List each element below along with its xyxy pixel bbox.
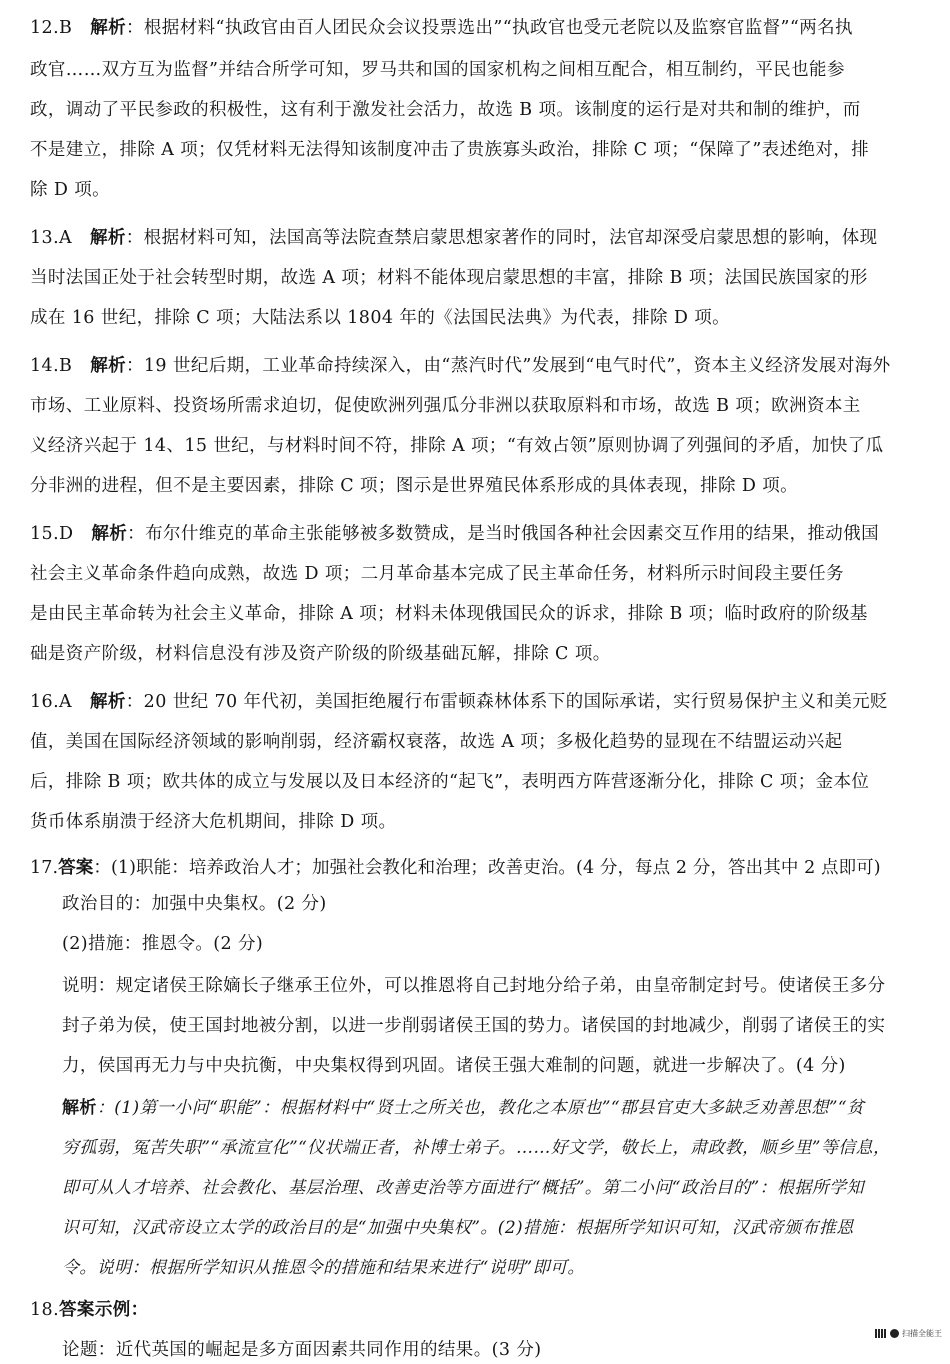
q15-number: 15.D — [30, 524, 74, 544]
q17-analysis-line-1 — [62, 1094, 930, 1122]
q14-analysis-label: 解析 — [90, 356, 126, 376]
q17-answer-line-5: 封子弟为侯，使王国封地被分割，以进一步削弱诸侯王国的势力。诸侯国的封地减少，削弱了诸侯王的实 — [62, 1016, 886, 1036]
q12-line-2: 政官……双方互为监督”并结合所学可知，罗马共和国的国家机构之间相互配合，相互制约，平民也能参 — [30, 60, 845, 80]
q12-line-1 — [30, 14, 930, 42]
q18-line-1 — [30, 1296, 930, 1324]
q13-line-3: 成在 16 世纪，排除 C 项；大陆法系以 1804 年的《法国民法典》为代表，排除 D 项。 — [30, 308, 731, 328]
q13-analysis-label: 解析 — [89, 228, 126, 248]
q12-line-3: 政，调动了平民参政的积极性，这有利于激发社会活力，故选 B 项。该制度的运行是对共和制的维护，而 — [30, 100, 861, 120]
q16-line-2: 值，美国在国际经济领域的影响削弱，经济霸权衰落，故选 A 项；多极化趋势的显现在不结盟运动兴起 — [30, 732, 843, 752]
q16-text-1: ：20 世纪 70 年代初，美国拒绝履行布雷顿森林体系下的国际承诺，实行贸易保护主义和美元贬 — [125, 692, 888, 712]
q14-line-2: 市场、工业原料、投资场所需求迫切，促使欧洲列强瓜分非洲以获取原料和市场，故选 B 项；欧洲资本主 — [30, 396, 861, 416]
q17-answer-line-6: 力，侯国再无力与中央抗衡，中央集权得到巩固。诸侯王强大难制的问题，就进一步解决了。(4 分) — [62, 1056, 846, 1076]
q13-number: 13.A — [30, 228, 73, 248]
scanner-brand: 扫描全能王 — [902, 1329, 942, 1338]
q15-text-1: ：布尔什维克的革命主张能够被多数赞成，是当时俄国各种社会因素交互作用的结果，推动俄国 — [127, 524, 879, 544]
q15-line-2: 社会主义革命条件趋向成熟，故选 D 项；二月革命基本完成了民主革命任务，材料所示时间段主要任务 — [30, 564, 844, 584]
scanner-logo-icon — [890, 1329, 899, 1338]
q16-analysis-label: 解析 — [89, 692, 126, 712]
q12-analysis-label: 解析 — [90, 18, 126, 38]
q17-analysis-line-2: 穷孤弱，冤苦失职”“承流宣化”“仪状端正者，补博士弟子。……好文学，敬长上，肃政教，顺乡里”等信息， — [62, 1138, 891, 1158]
q17-number: 17. — [30, 858, 59, 878]
q13-line-2: 当时法国正处于社会转型时期，故选 A 项；材料不能体现启蒙思想的丰富，排除 B 项；法国民族国家的形 — [30, 268, 868, 288]
q17-analysis-line-3: 即可从人才培养、社会教化、基层治理、改善吏治等方面进行“概括”。第二小问“政治目的”：根据所学知 — [62, 1178, 864, 1198]
q14-text-1: ：19 世纪后期，工业革命持续深入，由“蒸汽时代”发展到“电气时代”，资本主义经济发展对海外 — [126, 356, 891, 376]
q15-analysis-label: 解析 — [91, 524, 128, 544]
qr-icon — [875, 1329, 887, 1338]
q18-answer-label: 答案示例： — [59, 1300, 149, 1320]
q15-line-1 — [30, 520, 930, 548]
q17-line-1 — [30, 854, 930, 882]
q17-analysis-line-4: 识可知，汉武帝设立太学的政治目的是“加强中央集权”。(2)措施：根据所学知识可知，汉武帝颁布推恩 — [62, 1218, 854, 1238]
q17-answer-text-1: ：(1)职能：培养政治人才；加强社会教化和治理；改善吏治。(4 分，每点 2 分，答出其中 2 点即可) — [93, 858, 881, 878]
q17-answer-line-2: 政治目的：加强中央集权。(2 分) — [62, 894, 327, 914]
q14-line-1 — [30, 352, 930, 380]
q17-analysis-line-5: 令。说明：根据所学知识从推恩令的措施和结果来进行“说明”即可。 — [62, 1258, 585, 1278]
q17-answer-label: 答案 — [58, 858, 94, 878]
q12-number: 12.B — [30, 18, 73, 38]
scanner-watermark — [875, 1328, 942, 1339]
q16-number: 16.A — [30, 692, 73, 712]
q13-line-1 — [30, 224, 930, 252]
q12-line-5: 除 D 项。 — [30, 180, 111, 200]
q14-number: 14.B — [30, 356, 73, 376]
q13-text-1: ：根据材料可知，法国高等法院查禁启蒙思想家著作的同时，法官却深受启蒙思想的影响，体现 — [125, 228, 878, 248]
q17-answer-line-3: (2)措施：推恩令。(2 分) — [62, 934, 264, 954]
q15-line-3: 是由民主革命转为社会主义革命，排除 A 项；材料未体现俄国民众的诉求，排除 B 项；临时政府的阶级基 — [30, 604, 868, 624]
q16-line-1 — [30, 688, 930, 716]
q15-line-4: 础是资产阶级，材料信息没有涉及资产阶级的阶级基础瓦解，排除 C 项。 — [30, 644, 611, 664]
q12-text-1: ：根据材料“执政官由百人团民众会议投票选出”“执政官也受元老院以及监察官监督”“两名执 — [126, 18, 853, 38]
q14-line-3: 义经济兴起于 14、15 世纪，与材料时间不符，排除 A 项；“有效占领”原则协调了列强间的矛盾，加快了瓜 — [30, 436, 884, 456]
q16-line-4: 货币体系崩溃于经济大危机期间，排除 D 项。 — [30, 812, 397, 832]
q12-line-4: 不是建立，排除 A 项；仅凭材料无法得知该制度冲击了贵族寡头政治，排除 C 项；“保障了”表述绝对，排 — [30, 140, 870, 160]
q17-analysis-text-1: ：(1)第一小问“职能”：根据材料中“贤士之所关也，教化之本原也”“郡县官吏大多缺乏劝善思想”“贫 — [96, 1098, 865, 1118]
q14-line-4: 分非洲的进程，但不是主要因素，排除 C 项；图示是世界殖民体系形成的具体表现，排除 D 项。 — [30, 476, 799, 496]
q17-analysis-label: 解析 — [62, 1098, 97, 1118]
q17-answer-line-4: 说明：规定诸侯王除嫡长子继承王位外，可以推恩将自己封地分给子弟，由皇帝制定封号。使诸侯王多分 — [62, 976, 886, 996]
q16-line-3: 后，排除 B 项；欧共体的成立与发展以及日本经济的“起飞”，表明西方阵营逐渐分化，排除 C 项；金本位 — [30, 772, 870, 792]
q18-number: 18. — [30, 1300, 60, 1320]
q18-line-2: 论题：近代英国的崛起是多方面因素共同作用的结果。(3 分) — [62, 1340, 542, 1360]
